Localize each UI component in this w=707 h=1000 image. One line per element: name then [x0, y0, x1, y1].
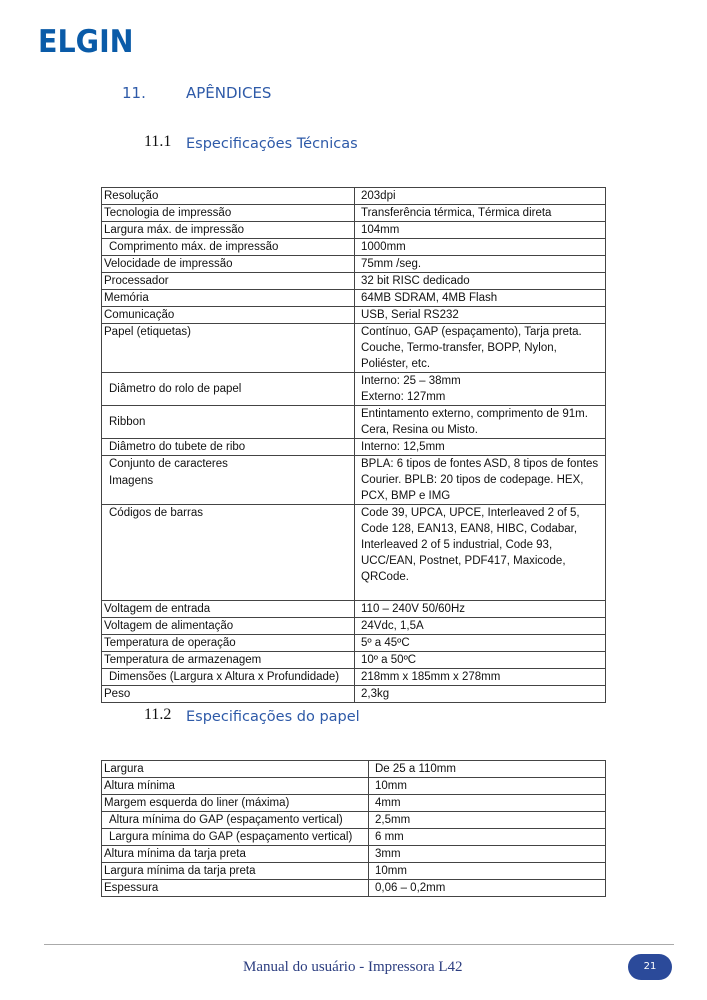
spec-value: Interno: 25 – 38mm Externo: 127mm	[355, 373, 606, 406]
paper-label: Largura	[102, 761, 369, 778]
table-row	[102, 812, 606, 829]
spec-label: Processador	[102, 273, 355, 290]
spec-label: Dimensões (Largura x Altura x Profundidade)	[102, 669, 355, 686]
table-row	[102, 439, 606, 456]
spec-value: Entintamento externo, comprimento de 91m. Cera, Resina ou Misto.	[355, 406, 606, 439]
paper-value: 10mm	[369, 863, 606, 880]
spec-label: Diâmetro do tubete de ribo	[102, 439, 355, 456]
table-row	[102, 601, 606, 618]
spec-label: Comprimento máx. de impressão	[102, 239, 355, 256]
table-row	[102, 273, 606, 290]
table-row	[102, 846, 606, 863]
paper-label: Altura mínima do GAP (espaçamento vertical)	[102, 812, 369, 829]
footer-title: Manual do usuário - Impressora L42	[243, 959, 463, 975]
table-row	[102, 290, 606, 307]
spec-value: 75mm /seg.	[355, 256, 606, 273]
spec-label: Comunicação	[102, 307, 355, 324]
spec-label: Resolução	[102, 188, 355, 205]
paper-label: Espessura	[102, 880, 369, 897]
footer-divider	[44, 944, 674, 945]
spec-label: Conjunto de caracteres Imagens	[102, 456, 355, 505]
paper-label: Largura mínima da tarja preta	[102, 863, 369, 880]
spec-label: Papel (etiquetas)	[102, 324, 355, 373]
paper-value: De 25 a 110mm	[369, 761, 606, 778]
spec-value: 64MB SDRAM, 4MB Flash	[355, 290, 606, 307]
specs-title: Especificações Técnicas	[186, 136, 358, 152]
spec-value: 104mm	[355, 222, 606, 239]
spec-label: Peso	[102, 686, 355, 703]
spec-label: Temperatura de armazenagem	[102, 652, 355, 669]
paper-label: Largura mínima do GAP (espaçamento vertical)	[102, 829, 369, 846]
table-row	[102, 652, 606, 669]
table-row	[102, 239, 606, 256]
specs-number: 11.1	[144, 133, 172, 150]
spec-value: 1000mm	[355, 239, 606, 256]
spec-value: 2,3kg	[355, 686, 606, 703]
spec-value: 203dpi	[355, 188, 606, 205]
spec-value: 218mm x 185mm x 278mm	[355, 669, 606, 686]
table-row	[102, 256, 606, 273]
paper-label: Altura mínima da tarja preta	[102, 846, 369, 863]
spec-value: BPLA: 6 tipos de fontes ASD, 8 tipos de fontes Courier. BPLB: 20 tipos de codepage. HEX, PCX, BMP e IMG	[355, 456, 606, 505]
table-row	[102, 635, 606, 652]
spec-label: Códigos de barras	[102, 505, 355, 601]
table-row	[102, 795, 606, 812]
section-title: APÊNDICES	[186, 84, 272, 102]
paper-value: 6 mm	[369, 829, 606, 846]
table-row	[102, 863, 606, 880]
table-row	[102, 456, 606, 505]
spec-value: Interno: 12,5mm	[355, 439, 606, 456]
table-row	[102, 761, 606, 778]
table-row	[102, 307, 606, 324]
spec-value: 5º a 45ºC	[355, 635, 606, 652]
paper-value: 4mm	[369, 795, 606, 812]
table-row	[102, 222, 606, 239]
spec-label: Voltagem de alimentação	[102, 618, 355, 635]
table-row	[102, 618, 606, 635]
section-number: 11.	[122, 84, 146, 102]
table-row	[102, 669, 606, 686]
spec-value: Transferência térmica, Térmica direta	[355, 205, 606, 222]
spec-value: 24Vdc, 1,5A	[355, 618, 606, 635]
spec-value: Code 39, UPCA, UPCE, Interleaved 2 of 5, Code 128, EAN13, EAN8, HIBC, Codabar, Interleaved 2 of 5 industrial, Code 93, UCC/EAN, Postnet, PDF417, Maxicode, QRCode.	[355, 505, 606, 601]
table-row	[102, 505, 606, 601]
table-row	[102, 829, 606, 846]
spec-label: Ribbon	[102, 406, 355, 439]
paper-label: Altura mínima	[102, 778, 369, 795]
spec-value: USB, Serial RS232	[355, 307, 606, 324]
paper-value: 10mm	[369, 778, 606, 795]
paper-value: 3mm	[369, 846, 606, 863]
spec-label: Voltagem de entrada	[102, 601, 355, 618]
paper-label: Margem esquerda do liner (máxima)	[102, 795, 369, 812]
spec-value: 10º a 50ºC	[355, 652, 606, 669]
spec-value: 110 – 240V 50/60Hz	[355, 601, 606, 618]
spec-label: Temperatura de operação	[102, 635, 355, 652]
page-number-badge: 21	[628, 954, 672, 980]
spec-label: Tecnologia de impressão	[102, 205, 355, 222]
table-row	[102, 778, 606, 795]
paper-value: 0,06 – 0,2mm	[369, 880, 606, 897]
table-row	[102, 205, 606, 222]
spec-label: Diâmetro do rolo de papel	[102, 373, 355, 406]
spec-label: Memória	[102, 290, 355, 307]
table-row	[102, 686, 606, 703]
paper-value: 2,5mm	[369, 812, 606, 829]
paper-title: Especificações do papel	[186, 709, 360, 725]
table-row	[102, 324, 606, 373]
table-row	[102, 373, 606, 406]
paper-table	[101, 760, 606, 897]
elgin-logo: ELGIN	[38, 24, 134, 60]
spec-value: 32 bit RISC dedicado	[355, 273, 606, 290]
spec-label: Velocidade de impressão	[102, 256, 355, 273]
table-row	[102, 188, 606, 205]
spec-value: Contínuo, GAP (espaçamento), Tarja preta. Couche, Termo-transfer, BOPP, Nylon, Poliéster, etc.	[355, 324, 606, 373]
paper-number: 11.2	[144, 706, 172, 723]
specs-table	[101, 187, 606, 703]
table-row	[102, 406, 606, 439]
spec-label: Largura máx. de impressão	[102, 222, 355, 239]
table-row	[102, 880, 606, 897]
